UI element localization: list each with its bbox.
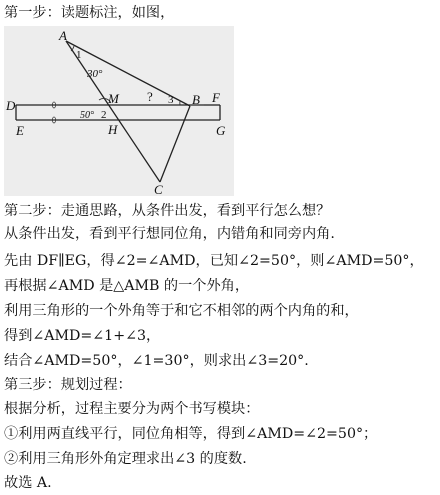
- text-line-10: ①利用两直线平行，同位角相等，得到∠AMD=∠2=50°；: [4, 426, 378, 442]
- step3-title: 第三步：规划过程：: [4, 377, 132, 393]
- geometry-diagram: [4, 26, 234, 196]
- segment-bc: [160, 106, 190, 182]
- geometry-figure: [4, 26, 234, 196]
- text-line-11: ②利用三角形外角定理求出∠3 的度数.: [4, 451, 247, 467]
- label-g: G: [216, 123, 226, 138]
- step1-title: 第一步：读题标注，如图，: [4, 5, 175, 21]
- text-line-7: 结合∠AMD=50°，∠1=30°，则求出∠3=20°.: [4, 353, 309, 369]
- label-angle-1: 1: [76, 49, 82, 61]
- label-b: B: [192, 92, 200, 107]
- label-a: A: [59, 28, 67, 43]
- text-line-9: 根据分析，过程主要分为两个书写模块：: [4, 401, 260, 417]
- label-d: D: [6, 98, 16, 113]
- label-angle-1-value: 30°: [87, 68, 103, 80]
- label-unknown: ?: [147, 89, 153, 104]
- label-angle-2-value: 50°: [80, 110, 94, 121]
- label-h: H: [108, 122, 118, 137]
- text-line-4: 再根据∠AMD 是△AMB 的一个外角，: [4, 278, 250, 294]
- label-m: M: [108, 91, 119, 106]
- text-line-3: 先由 DF∥EG，得∠2=∠AMD，已知∠2=50°，则∠AMD=50°，: [4, 253, 424, 269]
- answer-line: 故选 A.: [4, 475, 52, 491]
- label-c: C: [154, 182, 163, 196]
- text-line-5: 利用三角形的一个外角等于和它不相邻的两个内角的和，: [4, 303, 359, 319]
- label-f: F: [212, 90, 220, 105]
- text-line-2: 从条件出发，看到平行想同位角，内错角和同旁内角.: [4, 226, 335, 242]
- label-angle-2: 2: [101, 109, 107, 121]
- step2-title: 第二步：走通思路，从条件出发，看到平行怎么想？: [4, 203, 331, 219]
- label-e: E: [16, 123, 24, 138]
- label-angle-3: 3: [168, 94, 174, 106]
- text-line-6: 得到∠AMD=∠1+∠3，: [4, 328, 161, 344]
